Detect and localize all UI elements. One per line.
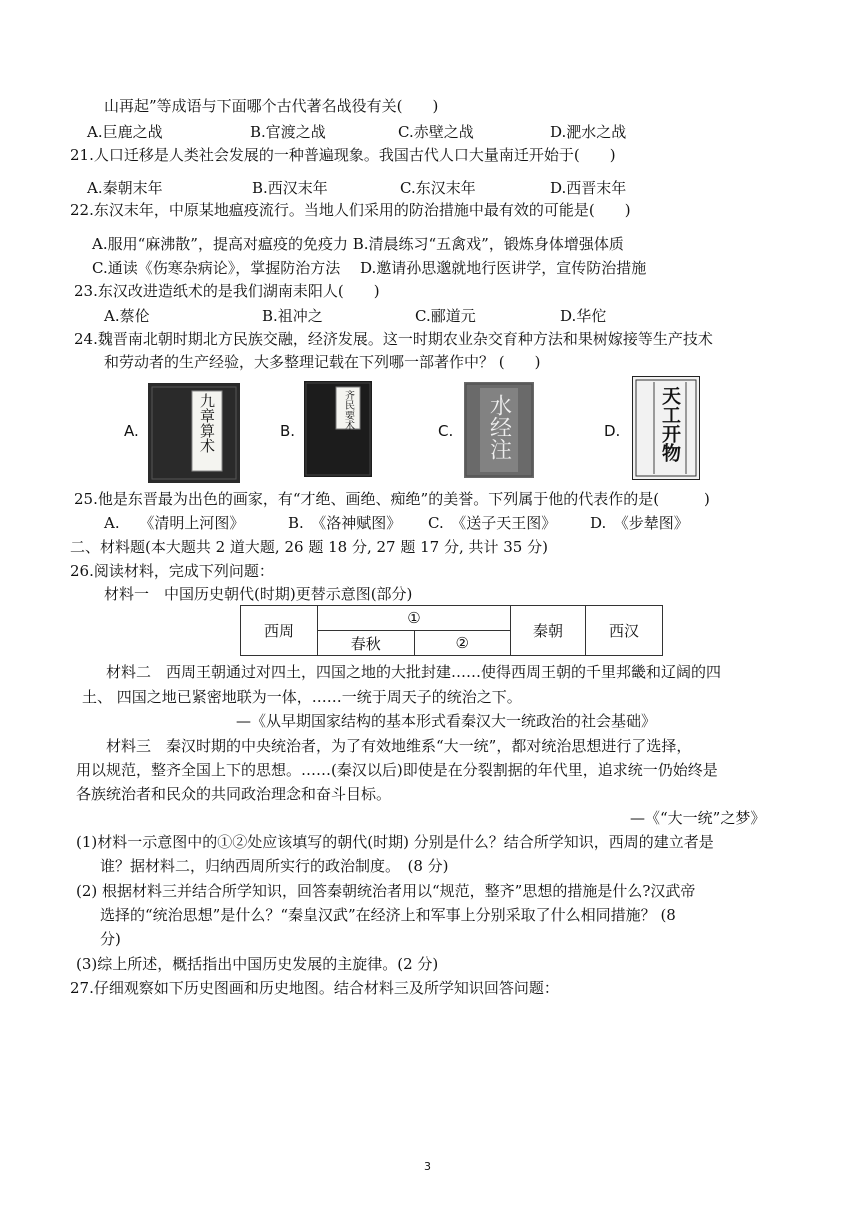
q26-sub1-line2: 谁？据材料二，归纳西周所实行的政治制度。 (8 分) xyxy=(100,857,449,875)
q22-options-line1: A.服用“麻沸散”，提高对瘟疫的免疫力 B.清晨练习“五禽戏”，锻炼身体增强体质 xyxy=(92,235,624,253)
q25-stem: 25.他是东晋最为出色的画家，有“才绝、画绝、痴绝”的美誉。下列属于他的代表作的是( ) xyxy=(74,490,710,508)
q26-stem: 26.阅读材料，完成下列问题： xyxy=(70,562,274,580)
book-title-c: 水经注 xyxy=(486,394,512,460)
cell-chunqiu: 春秋 xyxy=(318,631,415,656)
q24-image-a xyxy=(148,383,240,483)
q26-material-2-line1: 材料二 西周王朝通过对四土，四国之地的大批封建……使得西周王朝的千里邦畿和辽阔的四 xyxy=(106,663,722,681)
q23-option-b: B.祖冲之 xyxy=(262,307,323,325)
q23-option-a: A.蔡伦 xyxy=(104,307,150,325)
cell-xizhou: 西周 xyxy=(241,606,318,656)
q24-stem-line1: 24.魏晋南北朝时期北方民族交融，经济发展。这一时期农业杂交育种方法和果树嫁接等生产技术 xyxy=(74,330,713,348)
q20-option-c: C.赤壁之战 xyxy=(398,123,474,141)
q26-sub3: (3)综上所述，概括指出中国历史发展的主旋律。(2 分) xyxy=(76,955,439,973)
q21-option-d: D.西晋末年 xyxy=(550,179,627,197)
book-title-a: 九章算术 xyxy=(198,393,216,453)
q25-option-d: D. 《步辇图》 xyxy=(590,514,689,532)
q26-sub2-line3: 分) xyxy=(100,930,121,948)
q25-option-b: B. 《洛神赋图》 xyxy=(288,514,402,532)
page-number: 3 xyxy=(424,1160,431,1173)
q20-option-d: D.淝水之战 xyxy=(550,123,627,141)
q26-material-2-source: —《从早期国家结构的基本形式看秦汉大一统政治的社会基础》 xyxy=(236,712,657,730)
q25-option-a: A. 《清明上河图》 xyxy=(104,514,245,532)
q26-material-3-line2: 用以规范，整齐全国上下的思想。……(秦汉以后)即使是在分裂割据的年代里，追求统一仍始终是 xyxy=(76,761,718,779)
q24-image-d xyxy=(632,376,700,480)
q24-label-c: C. xyxy=(438,422,454,440)
q24-stem-line2: 和劳动者的生产经验，大多整理记载在下列哪一部著作中？ ( ) xyxy=(104,353,541,371)
q21-option-c: C.东汉末年 xyxy=(400,179,476,197)
q23-option-c: C.郦道元 xyxy=(415,307,476,325)
cell-blank-1: ① xyxy=(318,606,511,631)
q24-label-b: B. xyxy=(280,422,296,440)
book-title-b: 齐民要术 xyxy=(342,390,354,430)
q24-image-b xyxy=(304,381,372,477)
q23-stem: 23.东汉改进造纸术的是我们湖南耒阳人( ) xyxy=(74,282,380,300)
q26-material-3-line1: 材料三 秦汉时期的中央统治者，为了有效地维系“大一统”，都对统治思想进行了选择， xyxy=(106,737,692,755)
q22-stem: 22.东汉末年，中原某地瘟疫流行。当地人们采用的防治措施中最有效的可能是( ) xyxy=(70,201,631,219)
book-title-d: 天工开物 xyxy=(659,386,681,462)
q25-option-c: C. 《送子天王图》 xyxy=(428,514,557,532)
q21-option-b: B.西汉末年 xyxy=(252,179,328,197)
q26-material-2-line2: 土、 四国之地已紧密地联为一体，……一统于周天子的统治之下。 xyxy=(82,688,522,706)
q21-option-a: A.秦朝末年 xyxy=(87,179,163,197)
q21-stem: 21.人口迁移是人类社会发展的一种普遍现象。我国古代人口大量南迁开始于( ) xyxy=(70,146,616,164)
q20-option-b: B.官渡之战 xyxy=(250,123,326,141)
q26-material-1-title: 材料一 中国历史朝代(时期)更替示意图(部分) xyxy=(104,585,413,603)
q24-label-a: A. xyxy=(124,422,139,440)
q20-option-a: A.巨鹿之战 xyxy=(87,123,163,141)
q20-stem-continuation: 山再起”等成语与下面哪个古代著名战役有关( ) xyxy=(104,97,439,115)
dynasty-timeline-table xyxy=(240,605,663,656)
cell-qin: 秦朝 xyxy=(511,606,586,656)
q27-stem: 27.仔细观察如下历史图画和历史地图。结合材料三及所学知识回答问题： xyxy=(70,979,559,997)
q26-sub2-line1: (2) 根据材料三并结合所学知识，回答秦朝统治者用以“规范，整齐”思想的措施是什么?汉武帝 xyxy=(76,882,696,900)
q23-option-d: D.华佗 xyxy=(560,307,607,325)
q24-image-c xyxy=(464,382,534,478)
q26-sub2-line2: 选择的“统治思想”是什么？“秦皇汉武”在经济上和军事上分别采取了什么相同措施？ (8 xyxy=(100,906,676,924)
q22-options-line2: C.通读《伤寒杂病论》，掌握防治方法 D.邀请孙思邈就地行医讲学，宣传防治措施 xyxy=(92,259,647,277)
q26-material-3-line3: 各族统治者和民众的共同政治理念和奋斗目标。 xyxy=(76,785,392,803)
q26-sub1-line1: (1)材料一示意图中的①②处应该填写的朝代(时期) 分别是什么？结合所学知识，西周的建立者是 xyxy=(76,833,714,851)
cell-xihan: 西汉 xyxy=(586,606,663,656)
section-2-heading: 二、材料题(本大题共 2 道大题, 26 题 18 分, 27 题 17 分, 共计 35 分) xyxy=(70,538,548,556)
q26-material-3-source: —《“大一统”之梦》 xyxy=(630,809,766,827)
cell-blank-2: ② xyxy=(414,631,511,656)
q24-label-d: D. xyxy=(604,422,621,440)
